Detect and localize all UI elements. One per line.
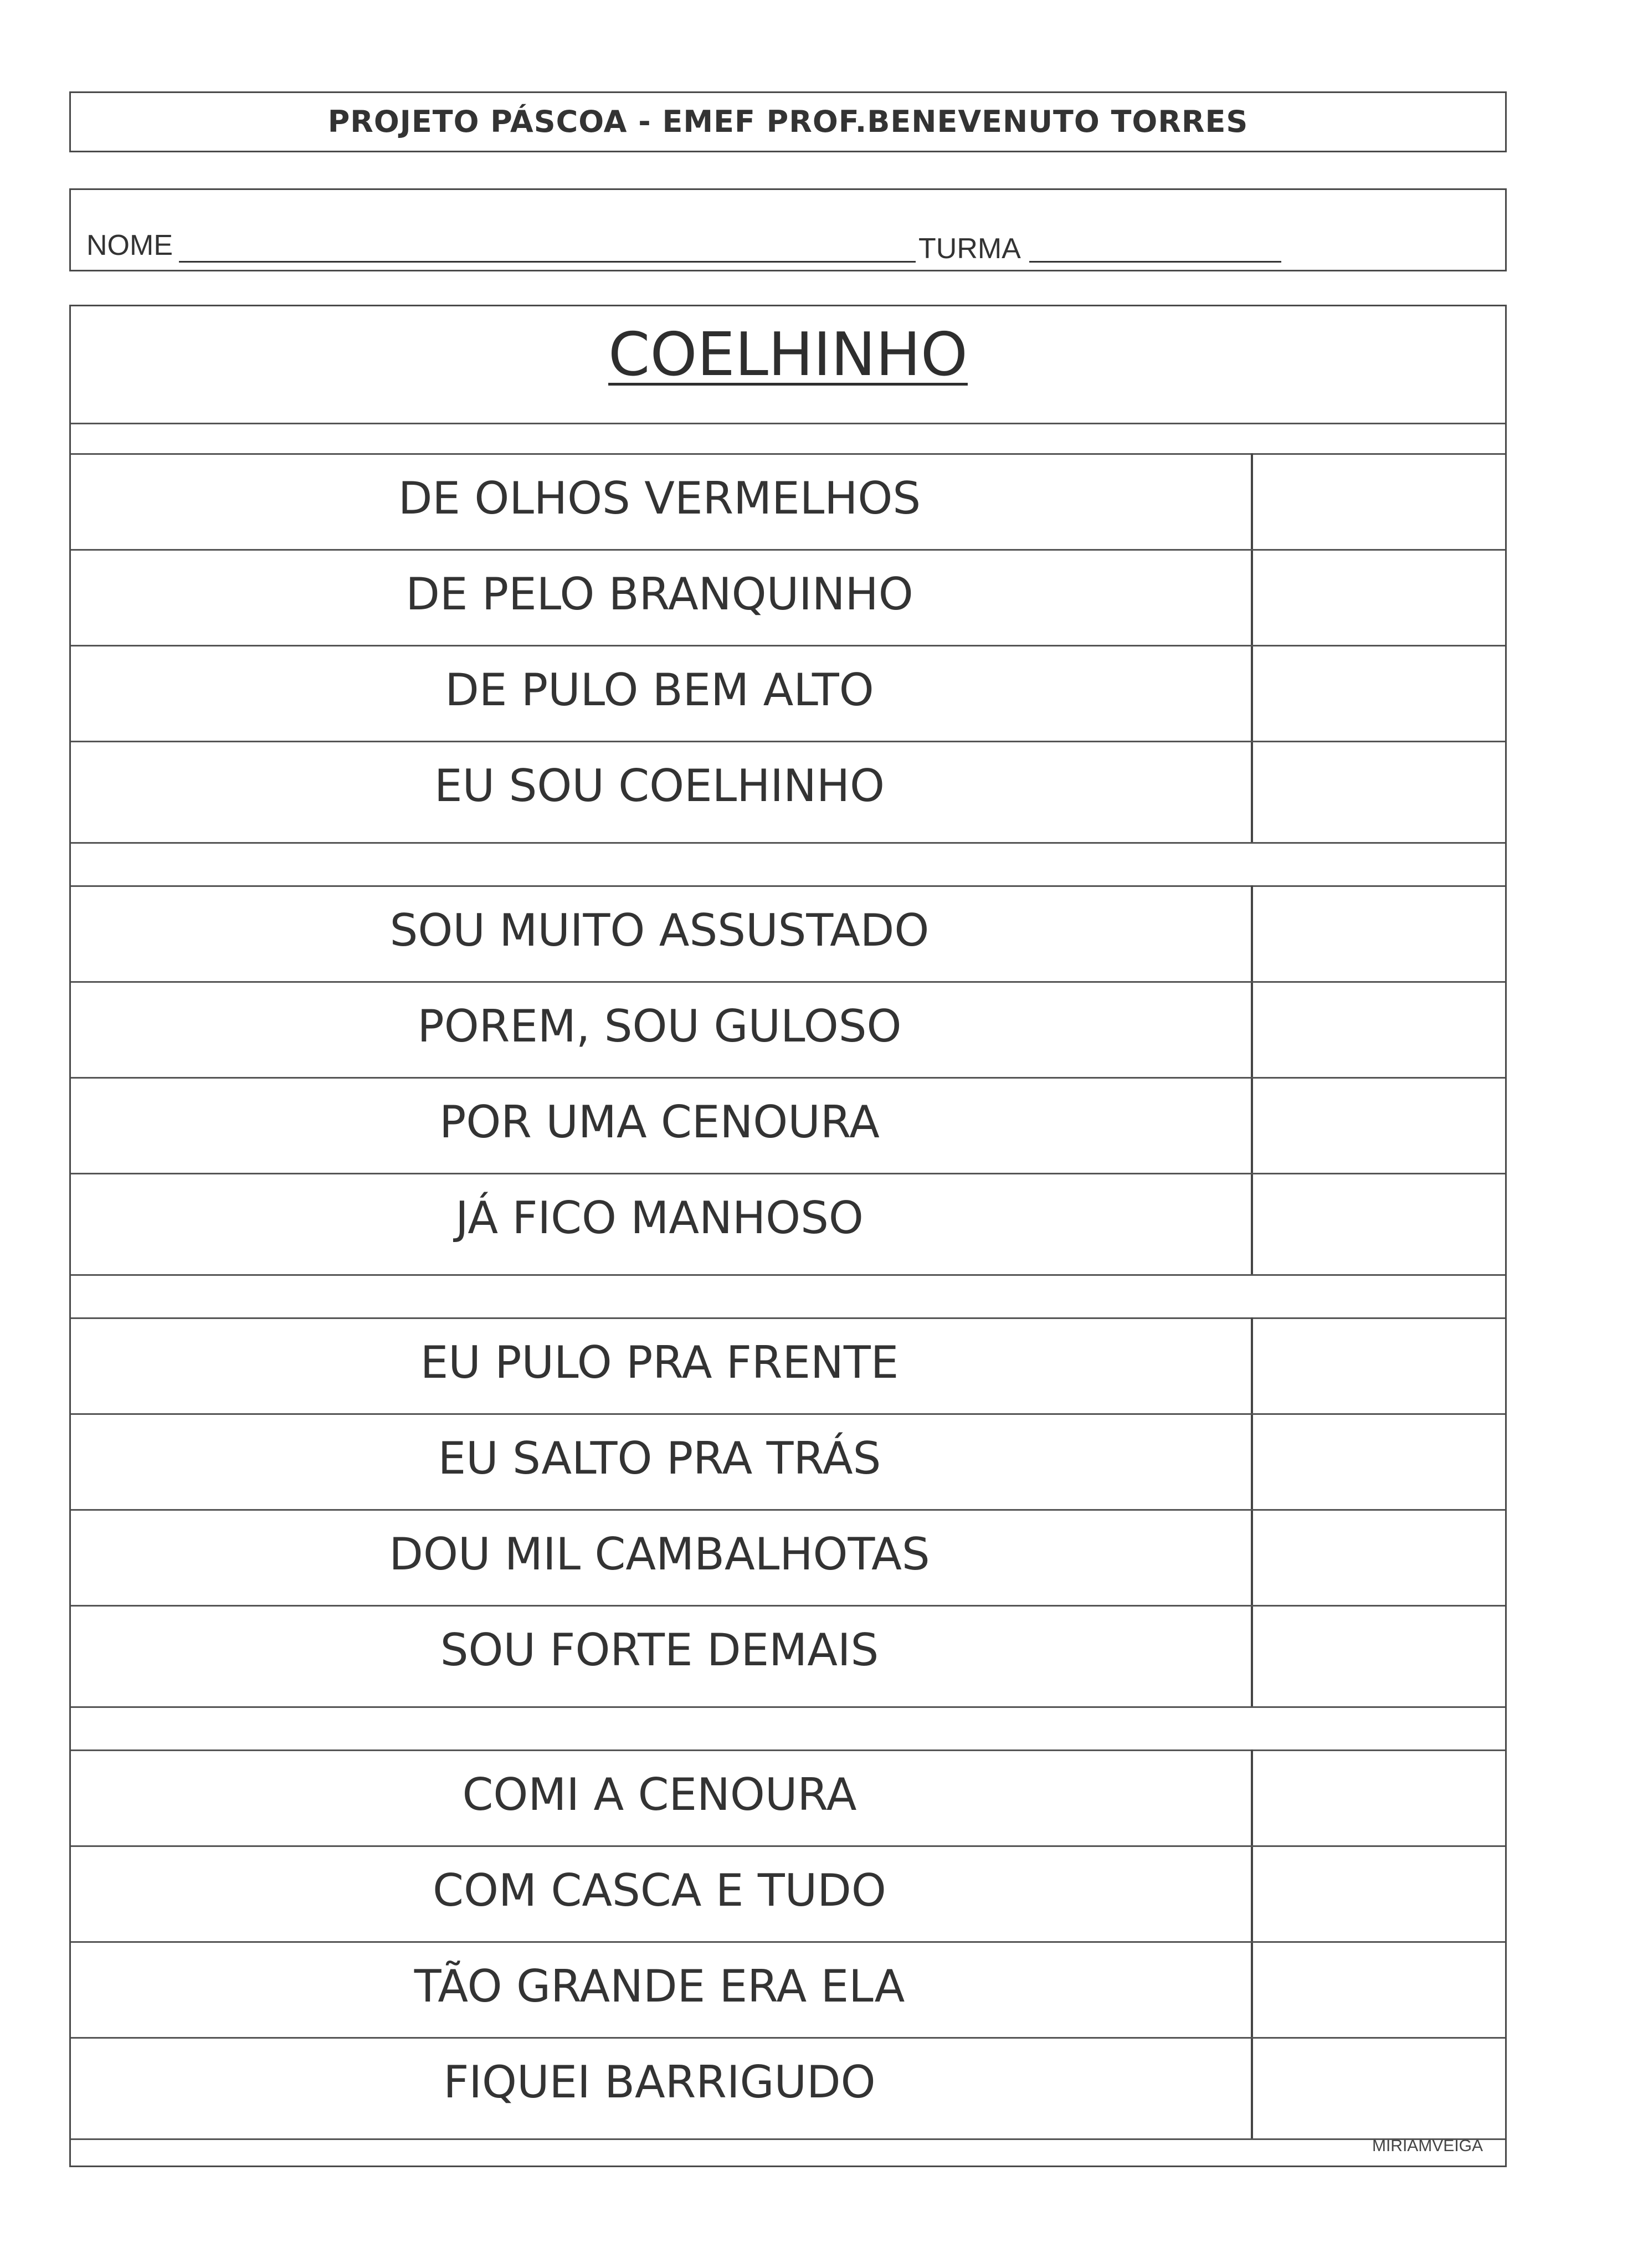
poem-verse: TÃO GRANDE ERA ELA: [414, 1961, 905, 2012]
illustration-column-divider: [1251, 885, 1253, 1274]
poem-verse: COM CASCA E TUDO: [433, 1865, 886, 1916]
poem-box: [69, 305, 1507, 2167]
illustration-column-divider: [1251, 1317, 1253, 1706]
class-field[interactable]: [1029, 261, 1281, 263]
student-info-box: [69, 188, 1507, 271]
poem-verse: EU PULO PRA FRENTE: [420, 1337, 899, 1388]
title-divider: [71, 423, 1505, 424]
illustration-column-divider: [1251, 1749, 1253, 2138]
poem-verse: POREM, SOU GULOSO: [417, 1000, 902, 1052]
stanza-divider: [71, 885, 1505, 887]
stanza-divider: [71, 1317, 1505, 1319]
verse-line-divider: [71, 1509, 1505, 1511]
stanza-divider: [71, 842, 1505, 844]
stanza-divider: [71, 2138, 1505, 2140]
stanza-divider: [71, 1274, 1505, 1276]
poem-verse: DE PULO BEM ALTO: [445, 664, 874, 716]
stanza-divider: [71, 453, 1505, 455]
poem-verse: EU SALTO PRA TRÁS: [438, 1433, 881, 1484]
name-label: NOME: [86, 229, 173, 261]
verse-line-divider: [71, 1845, 1505, 1847]
illustration-column-divider: [1251, 453, 1253, 842]
verse-line-divider: [71, 1077, 1505, 1079]
verse-line-divider: [71, 1413, 1505, 1415]
verse-line-divider: [71, 2037, 1505, 2039]
verse-line-divider: [71, 981, 1505, 983]
verse-line-divider: [71, 1941, 1505, 1943]
poem-verse: DOU MIL CAMBALHOTAS: [389, 1528, 930, 1580]
verse-line-divider: [71, 549, 1505, 551]
poem-verse: SOU MUITO ASSUSTADO: [389, 905, 930, 956]
header-title: PROJETO PÁSCOA - EMEF PROF.BENEVENUTO TORRES: [327, 104, 1249, 139]
poem-verse: JÁ FICO MANHOSO: [455, 1192, 864, 1244]
stanza-divider: [71, 1706, 1505, 1708]
poem-verse: POR UMA CENOURA: [439, 1096, 880, 1148]
poem-verse: SOU FORTE DEMAIS: [440, 1624, 879, 1676]
poem-verse: COMI A CENOURA: [462, 1769, 857, 1820]
poem-verse: DE PELO BRANQUINHO: [405, 568, 913, 620]
verse-line-divider: [71, 645, 1505, 646]
verse-line-divider: [71, 741, 1505, 742]
class-label: TURMA: [918, 233, 1021, 265]
stanza-divider: [71, 1749, 1505, 1751]
verse-line-divider: [71, 1173, 1505, 1174]
poem-verse: DE OLHOS VERMELHOS: [398, 473, 921, 524]
name-field[interactable]: [179, 261, 916, 263]
header-box: [69, 91, 1507, 152]
poem-title: COELHINHO: [608, 320, 968, 389]
poem-verse: EU SOU COELHINHO: [434, 760, 885, 812]
poem-verse: FIQUEI BARRIGUDO: [443, 2056, 876, 2108]
author-signature: MIRIAMVEIGA: [1372, 2137, 1483, 2155]
verse-line-divider: [71, 1605, 1505, 1607]
